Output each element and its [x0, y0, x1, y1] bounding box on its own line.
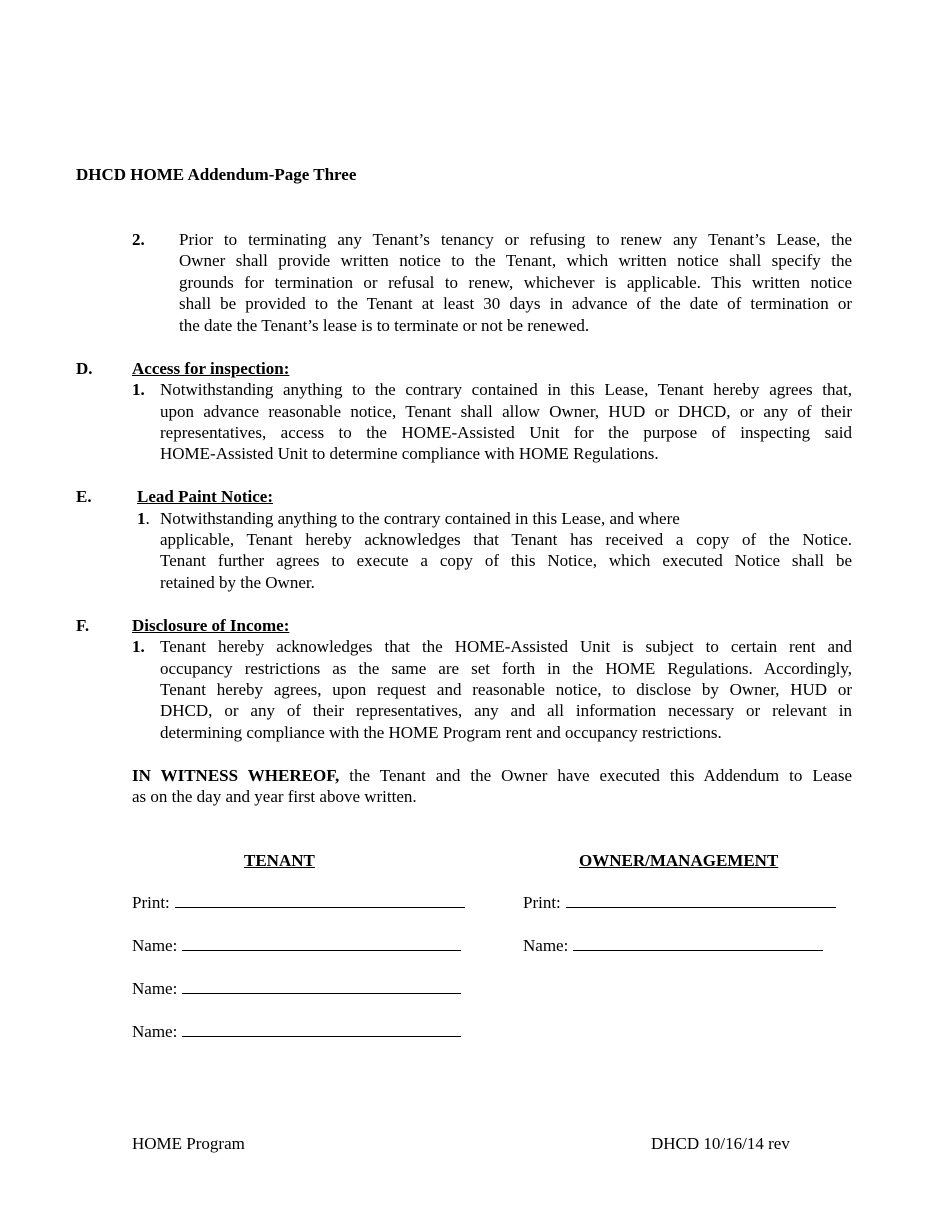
tenant-name-field[interactable]	[132, 936, 461, 956]
section-heading: Access for inspection:	[132, 359, 290, 378]
section-letter: D.	[76, 359, 93, 378]
paragraph-line: DHCD, or any of their representatives, any and all information necessary or relevant in	[160, 701, 852, 720]
footer-right: DHCD 10/16/14 rev	[651, 1134, 790, 1153]
owner-print-field[interactable]	[523, 893, 836, 913]
section-letter: F.	[76, 616, 90, 635]
item-number: 1.	[132, 637, 145, 656]
paragraph-line: Tenant hereby agrees, upon request and reasonable notice, to disclose by Owner, HUD or	[160, 680, 852, 699]
tenant-heading: TENANT	[244, 851, 315, 870]
section-letter: E.	[76, 487, 92, 506]
witness-line	[132, 765, 852, 786]
tenant-print-field[interactable]	[132, 893, 465, 913]
owner-heading: OWNER/MANAGEMENT	[579, 851, 779, 870]
field-label: Name:	[132, 936, 178, 955]
item-number: 2.	[132, 230, 145, 249]
witness-rest: the Tenant and the Owner have executed this Addendum to Lease	[339, 766, 852, 785]
field-label: Name:	[132, 1022, 178, 1041]
paragraph-line: shall be provided to the Tenant at least 30 days in advance of the date of termination or	[179, 294, 852, 313]
item-number	[137, 508, 150, 529]
page-title: DHCD HOME Addendum-Page Three	[76, 165, 357, 184]
field-label: Print:	[132, 893, 170, 912]
signature-line[interactable]	[182, 1022, 461, 1037]
paragraph-line: upon advance reasonable notice, Tenant shall allow Owner, HUD or DHCD, or any of their	[160, 402, 852, 421]
paragraph-line: grounds for termination or refusal to renew, whichever is applicable. This written notice	[179, 273, 852, 292]
paragraph-line: HOME-Assisted Unit to determine compliance with HOME Regulations.	[160, 444, 659, 463]
footer-left: HOME Program	[132, 1134, 245, 1153]
signature-line[interactable]	[566, 893, 836, 908]
field-label: Print:	[523, 893, 561, 912]
section-heading: Disclosure of Income:	[132, 616, 290, 635]
tenant-name-field[interactable]	[132, 1022, 461, 1042]
paragraph-line: retained by the Owner.	[160, 573, 315, 592]
witness-lead: IN WITNESS WHEREOF,	[132, 766, 340, 785]
paragraph-line: applicable, Tenant hereby acknowledges that Tenant has received a copy of the Notice.	[160, 530, 852, 549]
paragraph-line: occupancy restrictions as the same are set forth in the HOME Regulations. Accordingly,	[160, 659, 852, 678]
paragraph-line: the date the Tenant’s lease is to terminate or not be renewed.	[179, 316, 590, 335]
paragraph-line: Prior to terminating any Tenant’s tenancy or refusing to renew any Tenant’s Lease, the	[179, 230, 852, 249]
paragraph-line: Tenant hereby acknowledges that the HOME-Assisted Unit is subject to certain rent and	[160, 637, 852, 656]
item-number: 1.	[132, 380, 145, 399]
item-number-period: .	[145, 509, 150, 528]
paragraph-line: representatives, access to the HOME-Assisted Unit for the purpose of inspecting said	[160, 423, 852, 442]
paragraph-line: Notwithstanding anything to the contrary contained in this Lease, Tenant hereby agrees that,	[160, 380, 852, 399]
item-number-digit: 1	[137, 509, 146, 528]
owner-name-field[interactable]	[523, 936, 823, 956]
section-heading: Lead Paint Notice:	[137, 487, 273, 506]
paragraph-line: Tenant further agrees to execute a copy of this Notice, which executed Notice shall be	[160, 551, 852, 570]
signature-line[interactable]	[182, 979, 461, 994]
paragraph-line: determining compliance with the HOME Program rent and occupancy restrictions.	[160, 723, 722, 742]
field-label: Name:	[132, 979, 178, 998]
tenant-name-field[interactable]	[132, 979, 461, 999]
paragraph-line: Notwithstanding anything to the contrary contained in this Lease, and where	[160, 509, 680, 528]
signature-line[interactable]	[182, 936, 461, 951]
signature-line[interactable]	[175, 893, 465, 908]
witness-line: as on the day and year first above written.	[132, 787, 417, 806]
signature-line[interactable]	[573, 936, 823, 951]
field-label: Name:	[523, 936, 569, 955]
paragraph-line: Owner shall provide written notice to the Tenant, which written notice shall specify the	[179, 251, 852, 270]
